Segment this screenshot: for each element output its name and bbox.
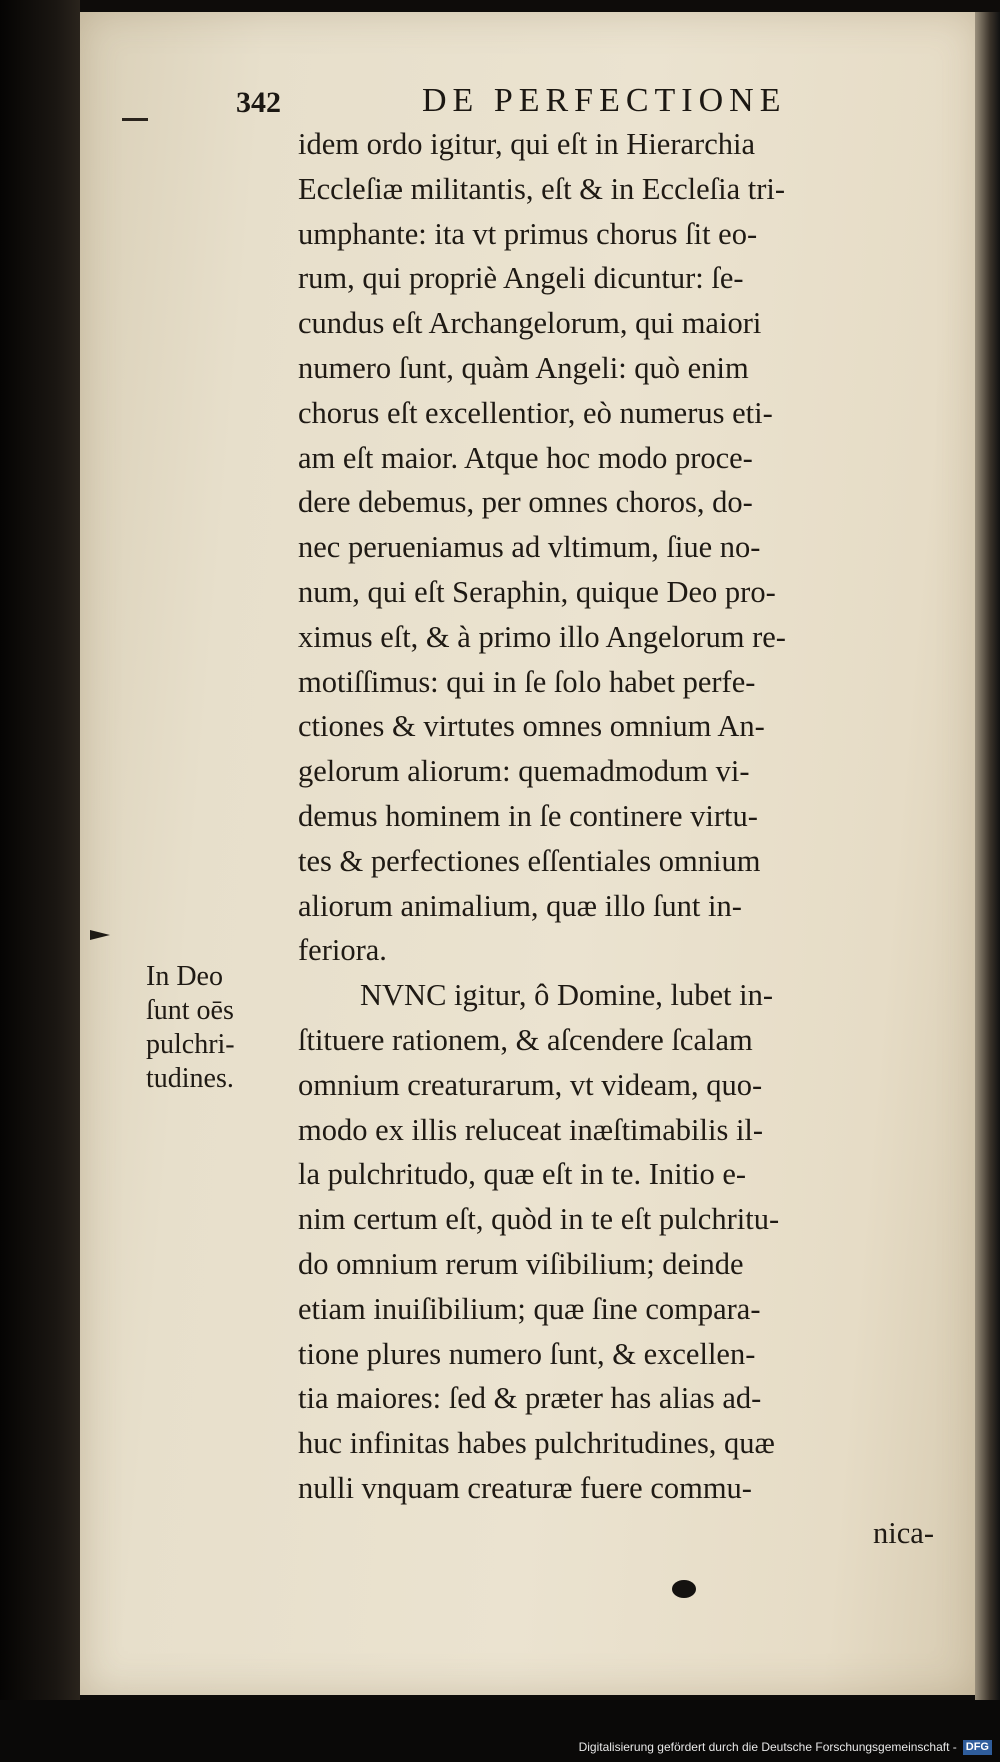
- text-line: gelorum aliorum: quemadmodum vi-: [298, 754, 750, 789]
- text-line: nim certum eſt, quòd in te eſt pulchritu-: [298, 1202, 780, 1237]
- text-line: nulli vnquam creaturæ fuere commu-: [298, 1470, 752, 1505]
- text-line: huc infinitas habes pulchritudines, quæ: [298, 1426, 775, 1461]
- marginal-note-line: In Deo: [146, 961, 223, 992]
- text-line: ximus eſt, & à primo illo Angelorum re-: [298, 619, 786, 654]
- page-number: 342: [236, 86, 281, 119]
- text-line: feriora.: [298, 933, 387, 968]
- marginal-note-line: ſunt oēs: [146, 995, 234, 1026]
- text-line: numero ſunt, quàm Angeli: quò enim: [298, 350, 749, 385]
- text-line: ſtituere rationem, & aſcendere ſcalam: [298, 1022, 753, 1057]
- page-title: DE PERFECTIONE: [422, 82, 787, 119]
- text-line: Eccleſiæ militantis, eſt & in Eccleſia tri-: [298, 171, 786, 206]
- ink-blot-mark: [672, 1580, 696, 1598]
- text-line: idem ordo igitur, qui eſt in Hierarchia: [298, 127, 755, 161]
- marginal-note: [146, 960, 286, 1096]
- text-line: la pulchritudo, quæ eſt in te. Initio e-: [298, 1157, 747, 1192]
- text-line: ctiones & virtutes omnes omnium An-: [298, 709, 765, 744]
- text-line: chorus eſt excellentior, eò numerus eti-: [298, 395, 773, 430]
- text-line: demus hominem in ſe continere virtu-: [298, 798, 758, 833]
- running-head: [236, 82, 856, 122]
- margin-dash-mark: [122, 118, 148, 121]
- paragraph-start-line: NVNC igitur, ô Domine, lubet in-: [360, 978, 774, 1013]
- text-line: num, qui eſt Seraphin, quique Deo pro-: [298, 574, 776, 609]
- marginal-note-line: tudines.: [146, 1063, 234, 1094]
- margin-pointer-icon: [90, 930, 110, 940]
- text-line: dere debemus, per omnes choros, do-: [298, 485, 753, 520]
- text-line: omnium creaturarum, vt videam, quo-: [298, 1067, 763, 1102]
- scan-left-edge: [0, 0, 80, 1700]
- digitization-credit: [579, 1738, 992, 1756]
- dfg-logo: DFG: [963, 1740, 992, 1755]
- text-line: etiam inuiſibilium; quæ ſine compara-: [298, 1291, 761, 1326]
- text-line: modo ex illis reluceat inæſtimabilis il-: [298, 1112, 764, 1147]
- marginal-note-line: pulchri-: [146, 1029, 235, 1060]
- text-line: nec perueniamus ad vltimum, ſiue no-: [298, 530, 761, 565]
- text-line: do omnium rerum viſibilium; deinde: [298, 1246, 744, 1281]
- text-line: tes & perfectiones eſſentiales omnium: [298, 843, 761, 878]
- text-line: umphante: ita vt primus chorus ſit eo-: [298, 216, 758, 251]
- text-line: motiſſimus: qui in ſe ſolo habet perfe-: [298, 664, 756, 699]
- text-line: tione plures numero ſunt, & excellen-: [298, 1336, 756, 1371]
- text-line: tia maiores: ſed & præter has alias ad-: [298, 1381, 762, 1416]
- text-line: rum, qui propriè Angeli dicuntur: ſe-: [298, 261, 744, 296]
- credit-text: Digitalisierung gefördert durch die Deutsche Forschungsgemeinschaft -: [578, 1740, 957, 1754]
- text-line: am eſt maior. Atque hoc modo proce-: [298, 440, 753, 475]
- body-text: [298, 122, 938, 1556]
- page-gutter-shadow: [975, 12, 1000, 1712]
- catchword: nica-: [873, 1515, 934, 1550]
- text-line: aliorum animalium, quæ illo ſunt in-: [298, 888, 742, 923]
- text-line: cundus eſt Archangelorum, qui maiori: [298, 306, 762, 341]
